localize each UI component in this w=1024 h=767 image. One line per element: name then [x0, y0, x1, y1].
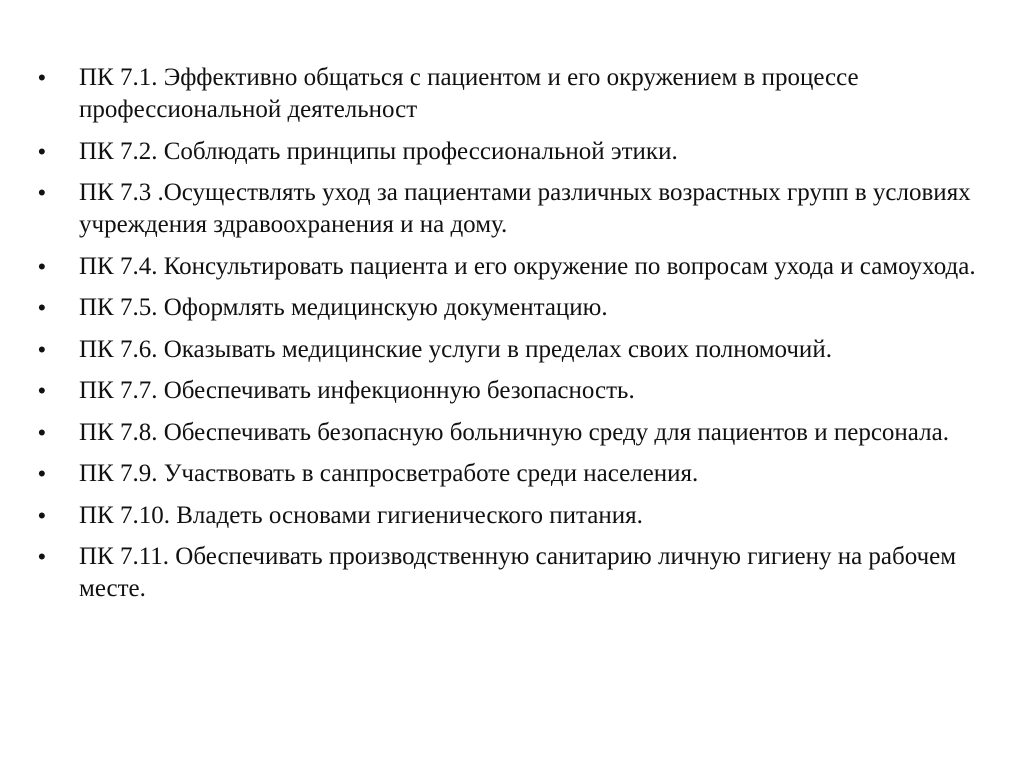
list-item [38, 62, 978, 126]
list-item-text: ПК 7.6. Оказывать медицинские услуги в пределах своих полномочий. [79, 335, 832, 363]
list-item [38, 541, 978, 605]
bullet-icon: • [38, 253, 46, 279]
bullet-icon: • [38, 65, 46, 90]
bullet-icon: • [38, 502, 46, 528]
list-item [38, 251, 978, 283]
list-item-text: ПК 7.5. Оформлять медицинскую документацию. [79, 294, 608, 321]
list-item-text: ПК 7.9. Участвовать в санпросветработе среди населения. [79, 460, 699, 487]
bullet-icon: • [38, 336, 46, 362]
competency-list [38, 62, 978, 615]
bullet-icon: • [38, 419, 46, 445]
list-item-text: ПК 7.7. Обеспечивать инфекционную безопасность. [79, 377, 635, 404]
bullet-icon: • [38, 378, 46, 403]
list-item-text: ПК 7.11. Обеспечивать производственную санитарию личную гигиену на рабочем месте. [79, 543, 957, 602]
list-item [38, 417, 978, 449]
list-item-text: ПК 7.1. Эффективно общаться с пациентом и его окружением в процессе профессиональной деятельност [79, 64, 859, 123]
list-item [38, 136, 978, 168]
bullet-icon: • [38, 461, 46, 486]
list-item [38, 500, 978, 532]
bullet-icon: • [38, 544, 46, 569]
list-item-text: ПК 7.4. Консультировать пациента и его окружение по вопросам ухода и самоухода. [79, 252, 976, 280]
list-item-text: ПК 7.3 .Осуществлять уход за пациентами различных возрастных групп в условиях учреждения здравоохранения и на дому. [79, 179, 971, 238]
list-item [38, 177, 978, 241]
bullet-icon: • [38, 138, 46, 164]
bullet-icon: • [38, 295, 46, 320]
list-item [38, 375, 978, 407]
list-item [38, 334, 978, 366]
list-item [38, 292, 978, 324]
list-item-text: ПК 7.2. Соблюдать принципы профессиональной этики. [79, 137, 678, 165]
list-item-text: ПК 7.10. Владеть основами гигиенического питания. [79, 501, 643, 529]
list-item [38, 458, 978, 490]
bullet-icon: • [38, 180, 46, 205]
list-item-text: ПК 7.8. Обеспечивать безопасную больничную среду для пациентов и персонала. [79, 418, 949, 446]
